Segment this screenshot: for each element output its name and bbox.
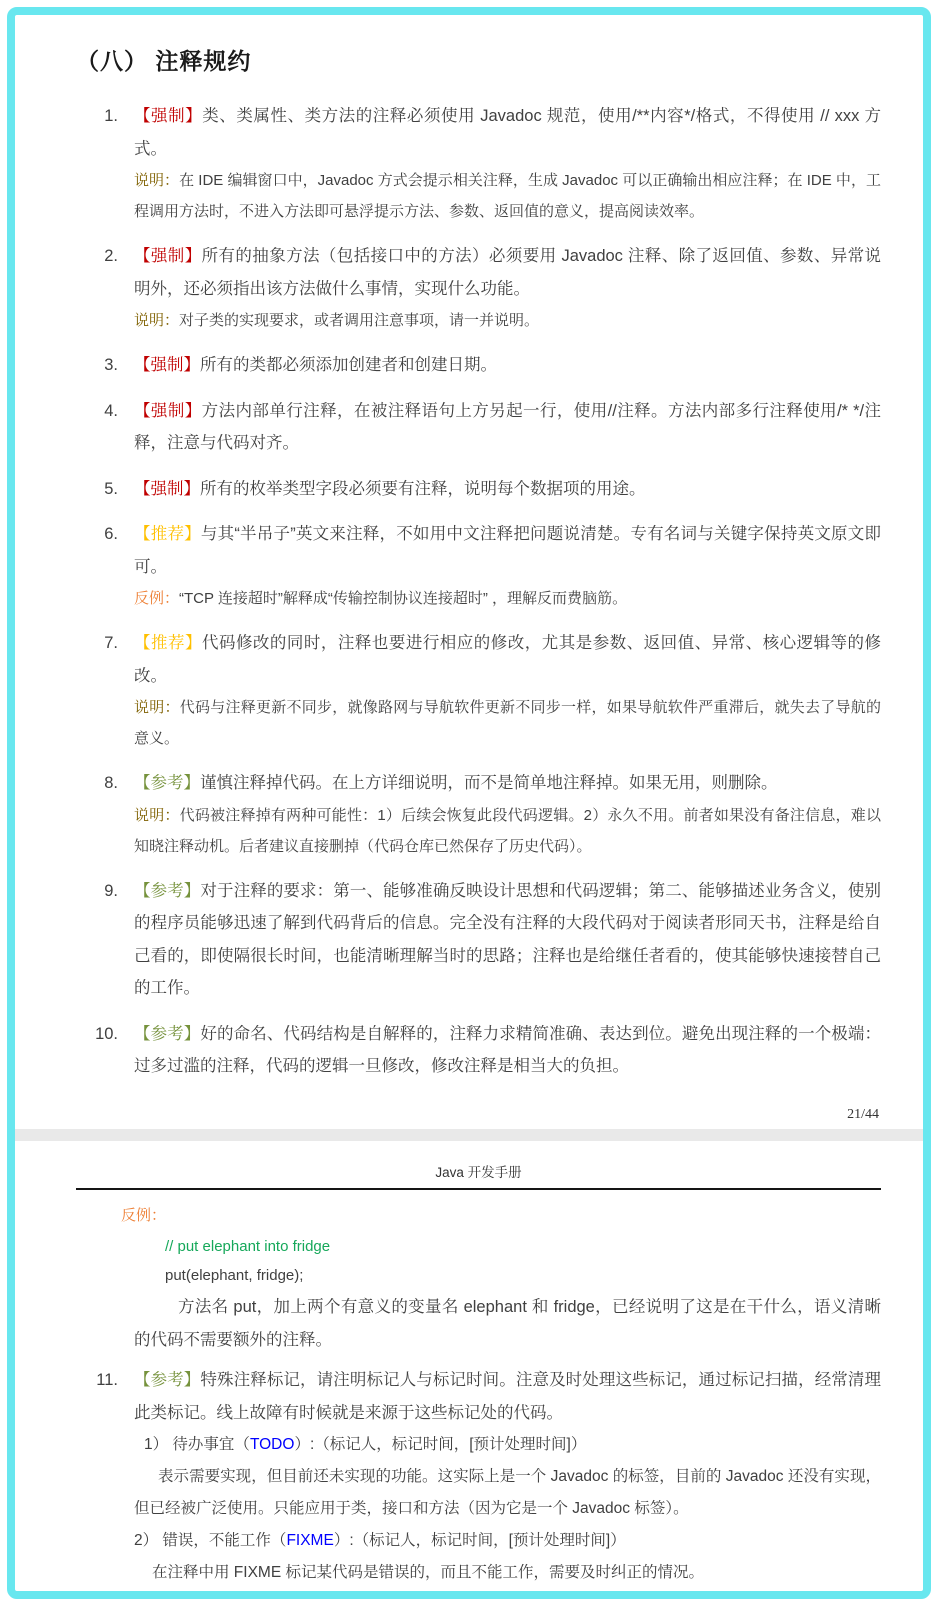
rule-number: 10. — [95, 1024, 118, 1043]
note-label: 说明： — [134, 312, 180, 329]
rule-text-paragraph — [134, 473, 881, 506]
rule-tag-reference: 【参考】 — [134, 881, 201, 900]
note-text: 代码被注释掉有两种可能性：1）后续会恢复此段代码逻辑。2）永久不用。前者如果没有备注信息，难以知晓注释动机。后者建议直接删掉（代码仓库已然保存了历史代码）。 — [134, 806, 881, 855]
rule-number: 8. — [104, 774, 118, 792]
rule-counter-example — [134, 583, 881, 614]
rule-number: 11. — [96, 1371, 118, 1389]
rule-number: 9. — [104, 881, 118, 900]
rule-item-9 — [76, 875, 881, 1005]
rule-list — [76, 100, 881, 1083]
rule-number: 2. — [104, 247, 118, 265]
rule-number: 3. — [104, 356, 118, 374]
rule-text-paragraph — [134, 100, 881, 165]
note-label: 说明： — [134, 806, 180, 824]
rule-number: 1. — [104, 107, 118, 125]
rule-tag-recommended: 【推荐】 — [134, 525, 201, 543]
rule-text-paragraph — [134, 518, 881, 583]
rule-text-paragraph — [134, 1018, 881, 1083]
rule-number: 6. — [104, 525, 118, 543]
page-number: 21/44 — [847, 1107, 879, 1122]
rule-number: 5. — [104, 479, 118, 498]
rule-text-paragraph — [134, 240, 881, 305]
page-separator-band — [15, 1129, 923, 1141]
rule-text-paragraph — [134, 349, 881, 382]
rule-text: 对于注释的要求：第一、能够准确反映设计思想和代码逻辑；第二、能够描述业务含义，使别的程序员能够迅速了解到代码背后的信息。完全没有注释的大段代码对于阅读者形同天书，注释是给自己看的，即使隔很长时间，也能清晰理解当时的思路；注释也是给继任者看的，使其能够快速接替自己的工作。 — [134, 881, 882, 997]
rule-text-paragraph — [134, 1364, 881, 1429]
rule-text: 好的命名、代码结构是自解释的，注释力求精简准确、表达到位。避免出现注释的一个极端：过多过滥的注释，代码的逻辑一旦修改，修改注释是相当大的负担。 — [134, 1024, 882, 1075]
rule-text: 与其“半吊子”英文来注释，不如用中文注释把问题说清楚。专有名词与关键字保持英文原文即可。 — [134, 525, 881, 576]
rule-text: 所有的类都必须添加创建者和创建日期。 — [200, 356, 497, 374]
rule-item-1 — [76, 100, 881, 227]
rule-tag-mandatory: 【强制】 — [134, 107, 203, 125]
rule-item-10 — [76, 1018, 881, 1083]
rule-tag-mandatory: 【强制】 — [134, 401, 202, 420]
sub-item-todo: 1） 待办事宜（TODO）:（标记人，标记时间，[预计处理时间]） — [144, 1436, 587, 1453]
note-label: 说明： — [134, 172, 180, 189]
code-comment-line: // put elephant into fridge — [165, 1238, 331, 1255]
manual-page-21 — [15, 15, 923, 1129]
running-header-title: Java 开发手册 — [435, 1165, 522, 1180]
rule-text: 谨慎注释掉代码。在上方详细说明，而不是简单地注释掉。如果无用，则删除。 — [200, 774, 778, 792]
rule-item-5 — [76, 473, 881, 506]
rule-text: 类、类属性、类方法的注释必须使用 Javadoc 规范，使用/**内容*/格式，不得使用 // xxx 方式。 — [134, 107, 882, 158]
fixme-link[interactable]: FIXME — [286, 1532, 334, 1549]
rule-note — [134, 800, 881, 862]
counter-example-label: 反例： — [134, 590, 180, 607]
rule-text: 方法内部单行注释，在被注释语句上方另起一行，使用//注释。方法内部多行注释使用/* */注释，注意与代码对齐。 — [134, 401, 882, 452]
rule-tag-reference: 【参考】 — [134, 774, 200, 792]
rule-text: 所有的枚举类型字段必须要有注释，说明每个数据项的用途。 — [200, 479, 646, 498]
rule-item-8 — [76, 767, 881, 862]
counter-example-block-label: 反例： — [121, 1207, 167, 1224]
note-label: 说明： — [134, 699, 180, 716]
counter-example-explanation: 方法名 put，加上两个有意义的变量名 elephant 和 fridge，已经说明了这是在干什么，语义清晰的代码不需要额外的注释。 — [134, 1298, 881, 1349]
rule-number: 7. — [104, 634, 118, 652]
rule-item-2 — [76, 240, 881, 336]
rule-note — [134, 165, 881, 227]
code-example-block — [165, 1232, 881, 1290]
sub-item-todo-description: 表示需要实现，但目前还未实现的功能。这实际上是一个 Javadoc 的标签，目前的 Javadoc 还没有实现，但已经被广泛使用。只能应用于类，接口和方法（因为它是一个 Javadoc 标签）。 — [134, 1468, 881, 1517]
sub-item-fixme: 2） 错误，不能工作（FIXME）:（标记人，标记时间，[预计处理时间]） — [134, 1532, 626, 1549]
rule-item-3 — [76, 349, 881, 382]
sub-item-fixme-description: 在注释中用 FIXME 标记某代码是错误的，而且不能工作，需要及时纠正的情况。 — [152, 1564, 704, 1581]
rule-item-6 — [76, 518, 881, 614]
rule-text: 特殊注释标记，请注明标记人与标记时间。注意及时处理这些标记，通过标记扫描，经常清理此类标记。线上故障有时候就是来源于这些标记处的代码。 — [134, 1371, 882, 1422]
rule-item-4 — [76, 395, 881, 460]
note-text: 对子类的实现要求，或者调用注意事项，请一并说明。 — [179, 312, 540, 329]
rule-item-11 — [76, 1364, 881, 1589]
rule-text-paragraph — [134, 875, 881, 1005]
code-statement-line: put(elephant, fridge); — [165, 1267, 304, 1284]
rule-note — [134, 692, 881, 754]
rule-tag-reference: 【参考】 — [134, 1371, 201, 1389]
note-text: 代码与注释更新不同步，就像路网与导航软件更新不同步一样，如果导航软件严重滞后，就失去了导航的意义。 — [134, 699, 881, 747]
counter-example-text: “TCP 连接超时”解释成“传输控制协议连接超时” ，理解反而费脑筋。 — [179, 590, 628, 607]
rule-tag-mandatory: 【强制】 — [134, 479, 200, 498]
manual-page-22 — [15, 1141, 923, 1592]
section-title: （八） 注释规约 — [76, 48, 252, 74]
note-text: 在 IDE 编辑窗口中，Javadoc 方式会提示相关注释，生成 Javadoc 可以正确输出相应注释；在 IDE 中，工程调用方法时，不进入方法即可悬浮提示方法、参数、返回值的意义，提高阅读效率。 — [134, 172, 881, 220]
rule-text-paragraph — [134, 395, 881, 460]
rule-text-paragraph — [134, 627, 881, 692]
rule-number: 4. — [104, 401, 118, 420]
rule-tag-mandatory: 【强制】 — [134, 247, 202, 265]
rule-note — [134, 305, 881, 336]
rule-text-paragraph — [134, 767, 881, 800]
rule-tag-recommended: 【推荐】 — [134, 634, 202, 652]
rule-tag-mandatory: 【强制】 — [134, 356, 200, 374]
rule-text: 所有的抽象方法（包括接口中的方法）必须要用 Javadoc 注释、除了返回值、参数、异常说明外，还必须指出该方法做什么事情，实现什么功能。 — [134, 247, 882, 298]
todo-link[interactable]: TODO — [249, 1436, 295, 1453]
rule-text: 代码修改的同时，注释也要进行相应的修改，尤其是参数、返回值、异常、核心逻辑等的修改。 — [134, 634, 882, 685]
header-rule-line — [76, 1188, 881, 1190]
rule-tag-reference: 【参考】 — [134, 1024, 201, 1043]
rule-item-7 — [76, 627, 881, 754]
